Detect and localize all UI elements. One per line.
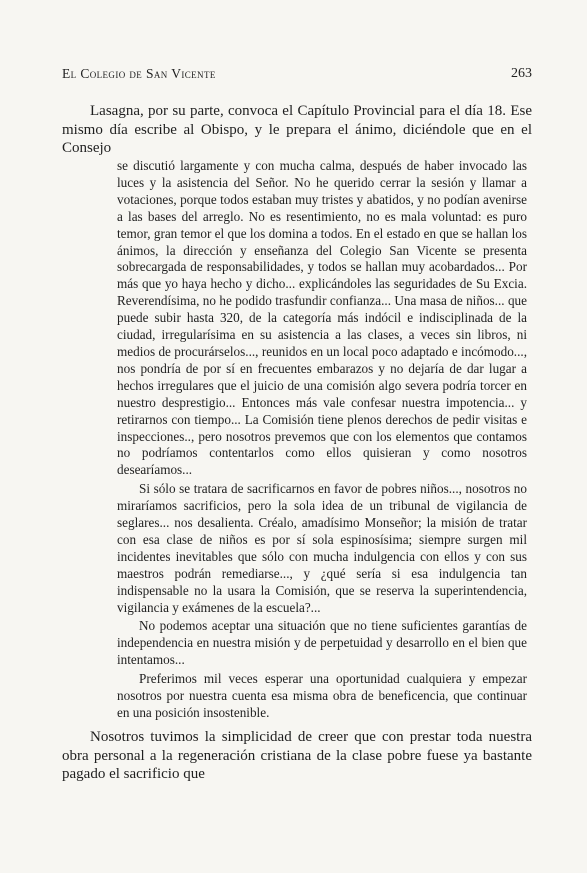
quote-paragraph-3: No podemos aceptar una situación que no tiene suficientes garantías de independencia en nuestra misión y de perpetuidad y desarrollo en el bien que intentamos... — [117, 618, 527, 668]
intro-paragraph: Lasagna, por su parte, convoca el Capítulo Provincial para el día 18. Ese mismo día escribe al Obispo, y le prepara el ánimo, diciéndole que en el Consejo — [62, 103, 532, 157]
quote-paragraph-4: Preferimos mil veces esperar una oportunidad cualquiera y empezar nosotros por nuestra cuenta esa misma obra de beneficencia, que continuar en una posición insostenible. — [117, 671, 527, 720]
closing-paragraph: Nosotros tuvimos la simplicidad de creer que con prestar toda nuestra obra personal a la regeneración cristiana de la clase pobre fuese ya bastante pagado el sacrificio que — [62, 729, 532, 783]
block-quote — [117, 158, 527, 724]
chapter-title: El Colegio de San Vicente — [62, 66, 216, 81]
quote-paragraph-1: se discutió largamente y con mucha calma, después de haber invocado las luces y la asistencia del Señor. No he querido cerrar la sesión y llamar a votaciones, porque todos estaban muy tristes y abatidos, y no podían avenirse a las bases del arreglo. No es resentimiento, no es mala voluntad: es puro temor, gran temor el que los domina a todos. En el estado en que se hallan los ánimos, la dirección y enseñanza del Colegio San Vicente se presenta sobrecargada de responsabilidades, y todos se hallan muy acobardados... Por más que yo haya hecho y dicho... explicándoles las seguridades de Su Excia. Reverendísima, no he podido trasfundir confianza... Una masa de niños... que puede subir hasta 320, de la categoría más indócil e indisciplinada de la ciudad, irregularísima en su asistencia a las clases, a veces sin libros, ni medios de procurárselos..., reunidos en un local poco adaptado e incómodo..., nos pondría de por sí en frecuentes embarazos y no dejaría de dar lugar a hechos irregulares que el juicio de una comisión algo severa podría torcer en nuestro desprestigio... Entonces más vale confesar nuestra impotencia... y retirarnos con tiempo... La Comisión tiene plenos derechos de pedir visitas e inspecciones.., pero nosotros prevemos que con los elementos que contamos no podríamos contentarlos como ellos quisieran y como nosotros desearíamos... — [117, 158, 527, 478]
quote-paragraph-2: Si sólo se tratara de sacrificarnos en favor de pobres niños..., nosotros no miraríamos sacrificios, pero la sola idea de un tribunal de vigilancia de seglares... nos desalienta. Créalo, amadísimo Monseñor; la misión de tratar con esa clase de niños es por sí sola espinosísima; siempre surgen mil incidentes inevitables que sólo con mucha indulgencia con ellos y con sus maestros podrán remediarse..., y ¿qué sería si esa indulgencia tan indispensable no la usara la Comisión, que se reserva la superintendencia, vigilancia y exámenes de la escuela?... — [117, 481, 527, 615]
page-number: 263 — [511, 66, 532, 81]
running-head — [62, 66, 532, 86]
